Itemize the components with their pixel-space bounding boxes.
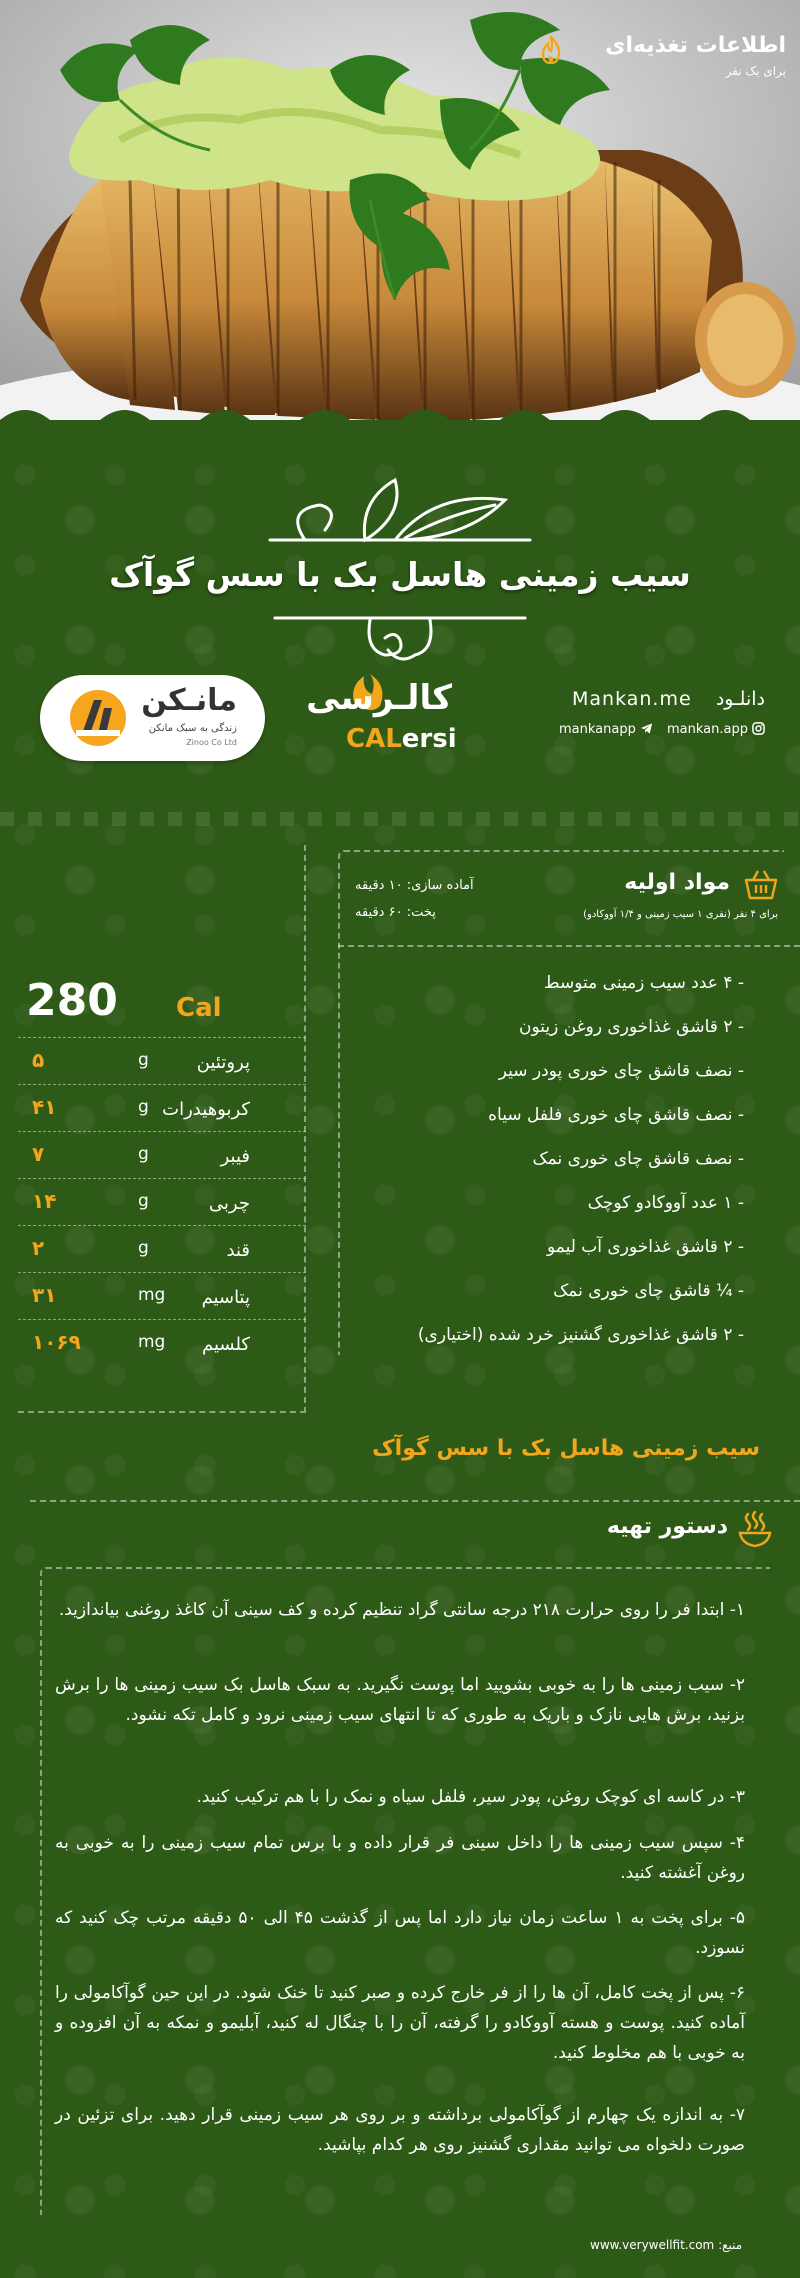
nutrient-unit: mg xyxy=(138,1285,166,1305)
mankan-logo xyxy=(40,675,265,761)
method-step: ۱- ابتدا فر را روی حرارت ۲۱۸ درجه سانتی گراد تنظیم کرده و کف سینی آن کاغذ روغنی بیاندازید. xyxy=(58,1600,745,1620)
cook-time: پخت: ۶۰ دقیقه xyxy=(355,905,436,920)
ingredient-item: - نصف قاشق چای خوری نمک xyxy=(532,1149,744,1169)
nutrition-row xyxy=(18,1178,306,1226)
method-title: دستور تهیه xyxy=(606,1514,728,1539)
basket-icon xyxy=(744,868,778,900)
nutrient-name: کربوهیدرات xyxy=(162,1099,250,1120)
telegram-link[interactable] xyxy=(559,722,653,737)
calersi-name-fa: کالـرسی xyxy=(306,678,452,718)
download-line xyxy=(510,688,765,710)
nutrition-subtitle: برای یک نفر xyxy=(725,64,786,78)
nutrition-row xyxy=(18,1272,306,1320)
social-links xyxy=(510,722,765,737)
ingredients-title: مواد اولیه xyxy=(624,870,730,895)
calersi-logo xyxy=(306,672,460,762)
calories-unit: Cal xyxy=(176,993,222,1023)
page-title: سیب زمینی هاسل بک با سس گوآک xyxy=(109,555,691,594)
ingredient-item: - نصف قاشق چای خوری فلفل سیاه xyxy=(488,1105,744,1125)
method-step: ۲- سیب زمینی ها را به خوبی بشویید اما پوست نگیرید. به سبک هاسل بک سیب زمینی ها را برش بزنید، برش هایی نازک و باریک به طوری که تا انتهای سیب زمینی نرود و کامل تکه نشود. xyxy=(55,1675,745,1725)
ingredient-item: - نصف قاشق چای خوری پودر سیر xyxy=(498,1061,744,1081)
flame-icon xyxy=(540,36,562,64)
nutrient-value: ۵ xyxy=(32,1048,45,1072)
nutrition-row xyxy=(18,1037,306,1085)
leaf-ornament-top xyxy=(265,470,535,550)
nutrient-unit: g xyxy=(138,1050,149,1070)
ingredient-item: - ¼ قاشق چای خوری نمک xyxy=(553,1281,744,1301)
scalloped-edge xyxy=(0,400,800,440)
method-step: ۳- در کاسه ای کوچک روغن، پودر سیر، فلفل سیاه و نمک را با هم ترکیب کنید. xyxy=(196,1787,745,1807)
nutrient-value: ۷ xyxy=(32,1142,45,1166)
nutrient-unit: g xyxy=(138,1238,149,1258)
nutrient-unit: g xyxy=(138,1097,149,1117)
prep-time: آماده سازی: ۱۰ دقیقه xyxy=(355,878,474,893)
nutrient-value: ۴۱ xyxy=(32,1095,57,1119)
nutrient-value: ۱۰۶۹ xyxy=(32,1330,81,1354)
nutrient-value: ۲ xyxy=(32,1236,45,1260)
instagram-handle: mankan.app xyxy=(667,722,748,737)
method-step: ۷- به اندازه یک چهارم از گوآکامولی برداشته و بر روی هر سیب زمینی قرار دهید. برای تزئین در صورت دلخواه می توانید مقداری گشنیز روی هر کدام بپاشید. xyxy=(55,2105,745,2155)
nutrient-name: قند xyxy=(226,1240,250,1261)
method-step: ۴- سپس سیب زمینی ها را داخل سینی فر قرار داده و با برس تمام سیب زمینی را به خوبی به روغن آغشته کنید. xyxy=(55,1833,745,1883)
nutrition-row xyxy=(18,1084,306,1132)
download-label: دانلـود xyxy=(715,688,765,710)
nutrient-unit: g xyxy=(138,1144,149,1164)
ingredients-subtitle: برای ۴ نفر (نفری ۱ سیب زمینی و ۱/۴ آووکادو) xyxy=(583,909,778,920)
download-info xyxy=(510,688,765,737)
calersi-ersi: ersi xyxy=(401,724,457,754)
nutrient-name: پروتئین xyxy=(196,1052,250,1073)
mankan-tagline: زندگی به سبک مانکن xyxy=(148,723,237,734)
nutrient-unit: mg xyxy=(138,1332,166,1352)
download-site-link[interactable]: Mankan.me xyxy=(571,688,692,710)
source-credit: منبع: www.verywellfit.com xyxy=(590,2238,743,2252)
mankan-ruler-icon xyxy=(68,688,128,748)
calersi-name-en xyxy=(346,724,457,754)
ingredient-item: - ۴ عدد سیب زمینی متوسط xyxy=(543,973,744,993)
method-step: ۶- پس از پخت کامل، آن ها را از فر خارج کرده و صبر کنید تا خنک شود. در این حین گوآکامولی را آماده کنید. پوست و هسته آووکادو را گرفته، آن را با چنگال له کنید، آبلیمو و نمکه به آن افزوده و به خوبی با هم مخلوط کنید. xyxy=(55,1983,745,2063)
nutrient-name: کلسیم xyxy=(202,1334,250,1355)
nutrition-header xyxy=(526,33,786,78)
method-step: ۵- برای پخت به ۱ ساعت زمان نیاز دارد اما پس از گذشت ۴۵ الی ۵۰ دقیقه مرتب چک کنید که نسوزد. xyxy=(55,1908,745,1958)
mankan-company: Zinoo Co Ltd xyxy=(186,738,237,747)
ingredient-item: - ۱ عدد آووکادو کوچک xyxy=(587,1193,744,1213)
ingredients-panel xyxy=(338,850,784,1355)
nutrient-name: فیبر xyxy=(220,1146,250,1167)
nutrition-row xyxy=(18,1319,306,1367)
instagram-icon xyxy=(752,722,765,735)
calersi-cal: CAL xyxy=(346,724,402,754)
mankan-name: مانـکن xyxy=(141,683,237,718)
nutrient-value: ۱۴ xyxy=(32,1189,57,1213)
nutrient-name: چربی xyxy=(208,1193,250,1214)
nutrient-name: پتاسیم xyxy=(201,1287,250,1308)
ingredient-item: - ۲ قاشق غذاخوری آب لیمو xyxy=(546,1237,744,1257)
swirl-ornament-bottom xyxy=(270,610,530,670)
divider-band xyxy=(0,812,800,826)
recipe-divider xyxy=(30,1500,800,1502)
ingredients-divider xyxy=(338,945,800,947)
steaming-bowl-icon xyxy=(738,1510,772,1548)
nutrient-value: ۳۱ xyxy=(32,1283,57,1307)
telegram-handle: mankanapp xyxy=(559,722,636,737)
telegram-icon xyxy=(640,722,653,735)
nutrition-title: اطلاعات تغذیه‌ای xyxy=(605,33,786,58)
ingredient-item: - ۲ قاشق غذاخوری روغن زیتون xyxy=(519,1017,744,1037)
nutrient-unit: g xyxy=(138,1191,149,1211)
instagram-link[interactable] xyxy=(667,722,765,737)
ingredient-item: - ۲ قاشق غذاخوری گشنیز خرد شده (اختیاری) xyxy=(417,1325,744,1345)
nutrition-row xyxy=(18,1131,306,1179)
nutrition-row xyxy=(18,1225,306,1273)
calories-value: 280 xyxy=(26,975,118,1026)
recipe-title: سیب زمینی هاسل بک با سس گوآک xyxy=(372,1436,760,1461)
